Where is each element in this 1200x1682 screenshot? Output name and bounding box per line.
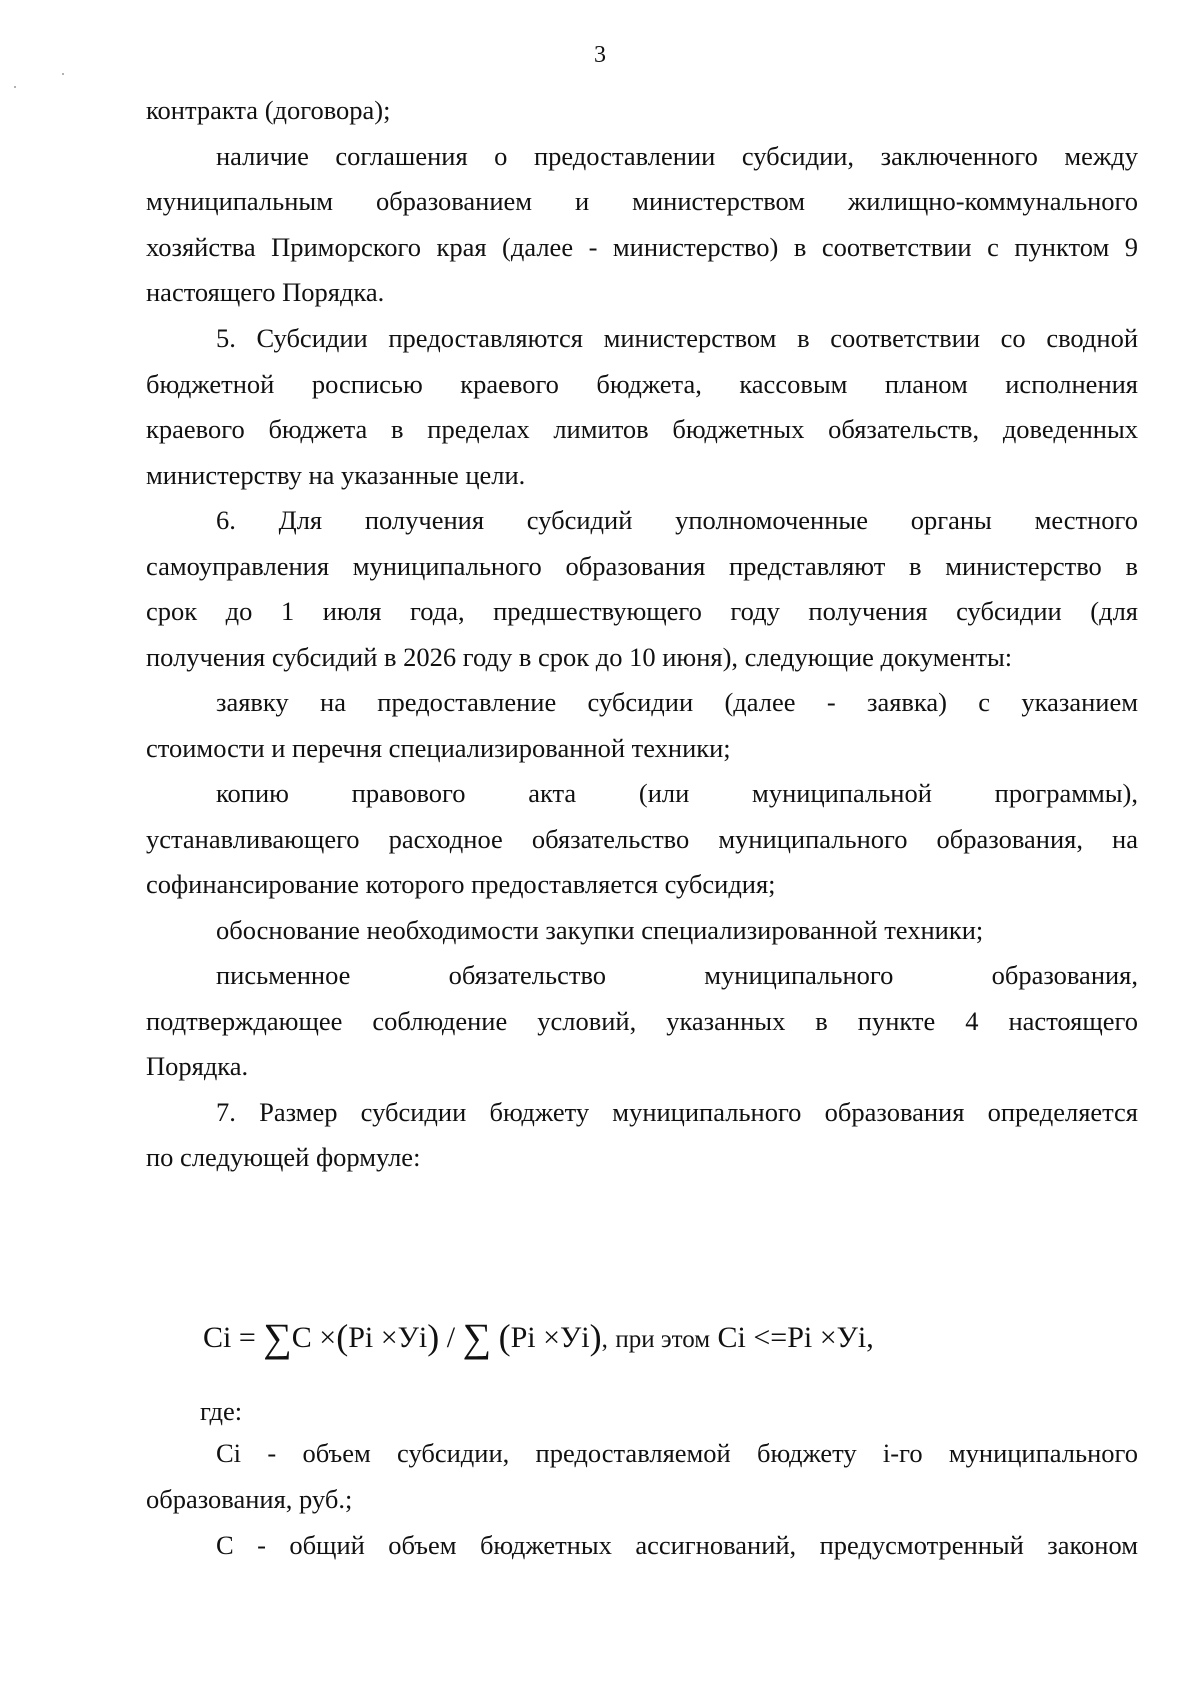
- text-line: копию правового акта (или муниципальной программы),: [216, 778, 1138, 808]
- text-line: наличие соглашения о предоставлении субсидии, заключенного между: [216, 141, 1138, 171]
- text-line: 7. Размер субсидии бюджету муниципального образования определяется: [216, 1097, 1138, 1127]
- formula-term: C ×: [291, 1321, 337, 1354]
- text-line: софинансирование которого предоставляется субсидия;: [146, 869, 776, 899]
- formula-text: при этом: [615, 1326, 711, 1353]
- sum-symbol: ∑: [462, 1315, 492, 1360]
- formula-product: Pi ×Уi: [510, 1321, 590, 1354]
- text-line: устанавливающего расходное обязательство муниципального образования, на: [146, 824, 1138, 854]
- formula-product: Pi ×Уi: [348, 1321, 428, 1354]
- sum-symbol: ∑: [263, 1315, 292, 1360]
- text-line: заявку на предоставление субсидии (далее - заявка) с указанием: [216, 687, 1138, 717]
- formula-close-paren: ): [427, 1317, 440, 1357]
- text-line: контракта (договора);: [146, 95, 391, 125]
- text-line: обоснование необходимости закупки специализированной техники;: [216, 915, 984, 945]
- scan-speck: [62, 73, 64, 75]
- formula-lhs: Ci =: [203, 1321, 256, 1354]
- text-line: муниципальным образованием и министерством жилищно-коммунального: [146, 186, 1138, 216]
- text-line: Ci - объем субсидии, предоставляемой бюджету i-го муниципального: [216, 1438, 1138, 1468]
- text-line: получения субсидий в 2026 году в срок до 10 июня), следующие документы:: [146, 642, 1013, 672]
- text-line: 6. Для получения субсидий уполномоченные органы местного: [216, 505, 1138, 535]
- text-line: самоуправления муниципального образования представляют в министерство в: [146, 551, 1138, 581]
- text-line: министерству на указанные цели.: [146, 460, 526, 490]
- text-line: бюджетной росписью краевого бюджета, кассовым планом исполнения: [146, 369, 1138, 399]
- text-line: С - общий объем бюджетных ассигнований, предусмотренный законом: [216, 1530, 1138, 1560]
- text-line: хозяйства Приморского края (далее - министерство) в соответствии с пунктом 9: [146, 232, 1138, 262]
- text-line: срок до 1 июля года, предшествующего году получения субсидии (для: [146, 596, 1138, 626]
- text-line: подтверждающее соблюдение условий, указанных в пункте 4 настоящего: [146, 1006, 1138, 1036]
- text-line: где:: [200, 1396, 243, 1426]
- formula-rhs: Ci <=Pi ×Уi,: [717, 1321, 874, 1354]
- formula-divide: /: [446, 1321, 456, 1354]
- text-line: письменное обязательство муниципального образования,: [216, 960, 1138, 990]
- text-line: настоящего Порядка.: [146, 277, 385, 307]
- formula-close-paren: ): [589, 1317, 602, 1357]
- text-line: Порядка.: [146, 1051, 249, 1081]
- subsidy-formula: Ci = ∑C ×(Pi ×Уi) / ∑ (Pi ×Уi), при этом Ci <=Pi ×Уi,: [203, 1315, 874, 1360]
- text-line: стоимости и перечня специализированной техники;: [146, 733, 731, 763]
- scan-speck: [14, 86, 16, 88]
- page-number: 3: [594, 42, 606, 68]
- text-line: краевого бюджета в пределах лимитов бюджетных обязательств, доведенных: [146, 414, 1138, 444]
- text-line: образования, руб.;: [146, 1484, 353, 1514]
- formula-open-paren: (: [498, 1317, 511, 1357]
- text-line: по следующей формуле:: [146, 1142, 421, 1172]
- formula-open-paren: (: [336, 1317, 349, 1357]
- text-line: 5. Субсидии предоставляются министерством в соответствии со сводной: [216, 323, 1138, 353]
